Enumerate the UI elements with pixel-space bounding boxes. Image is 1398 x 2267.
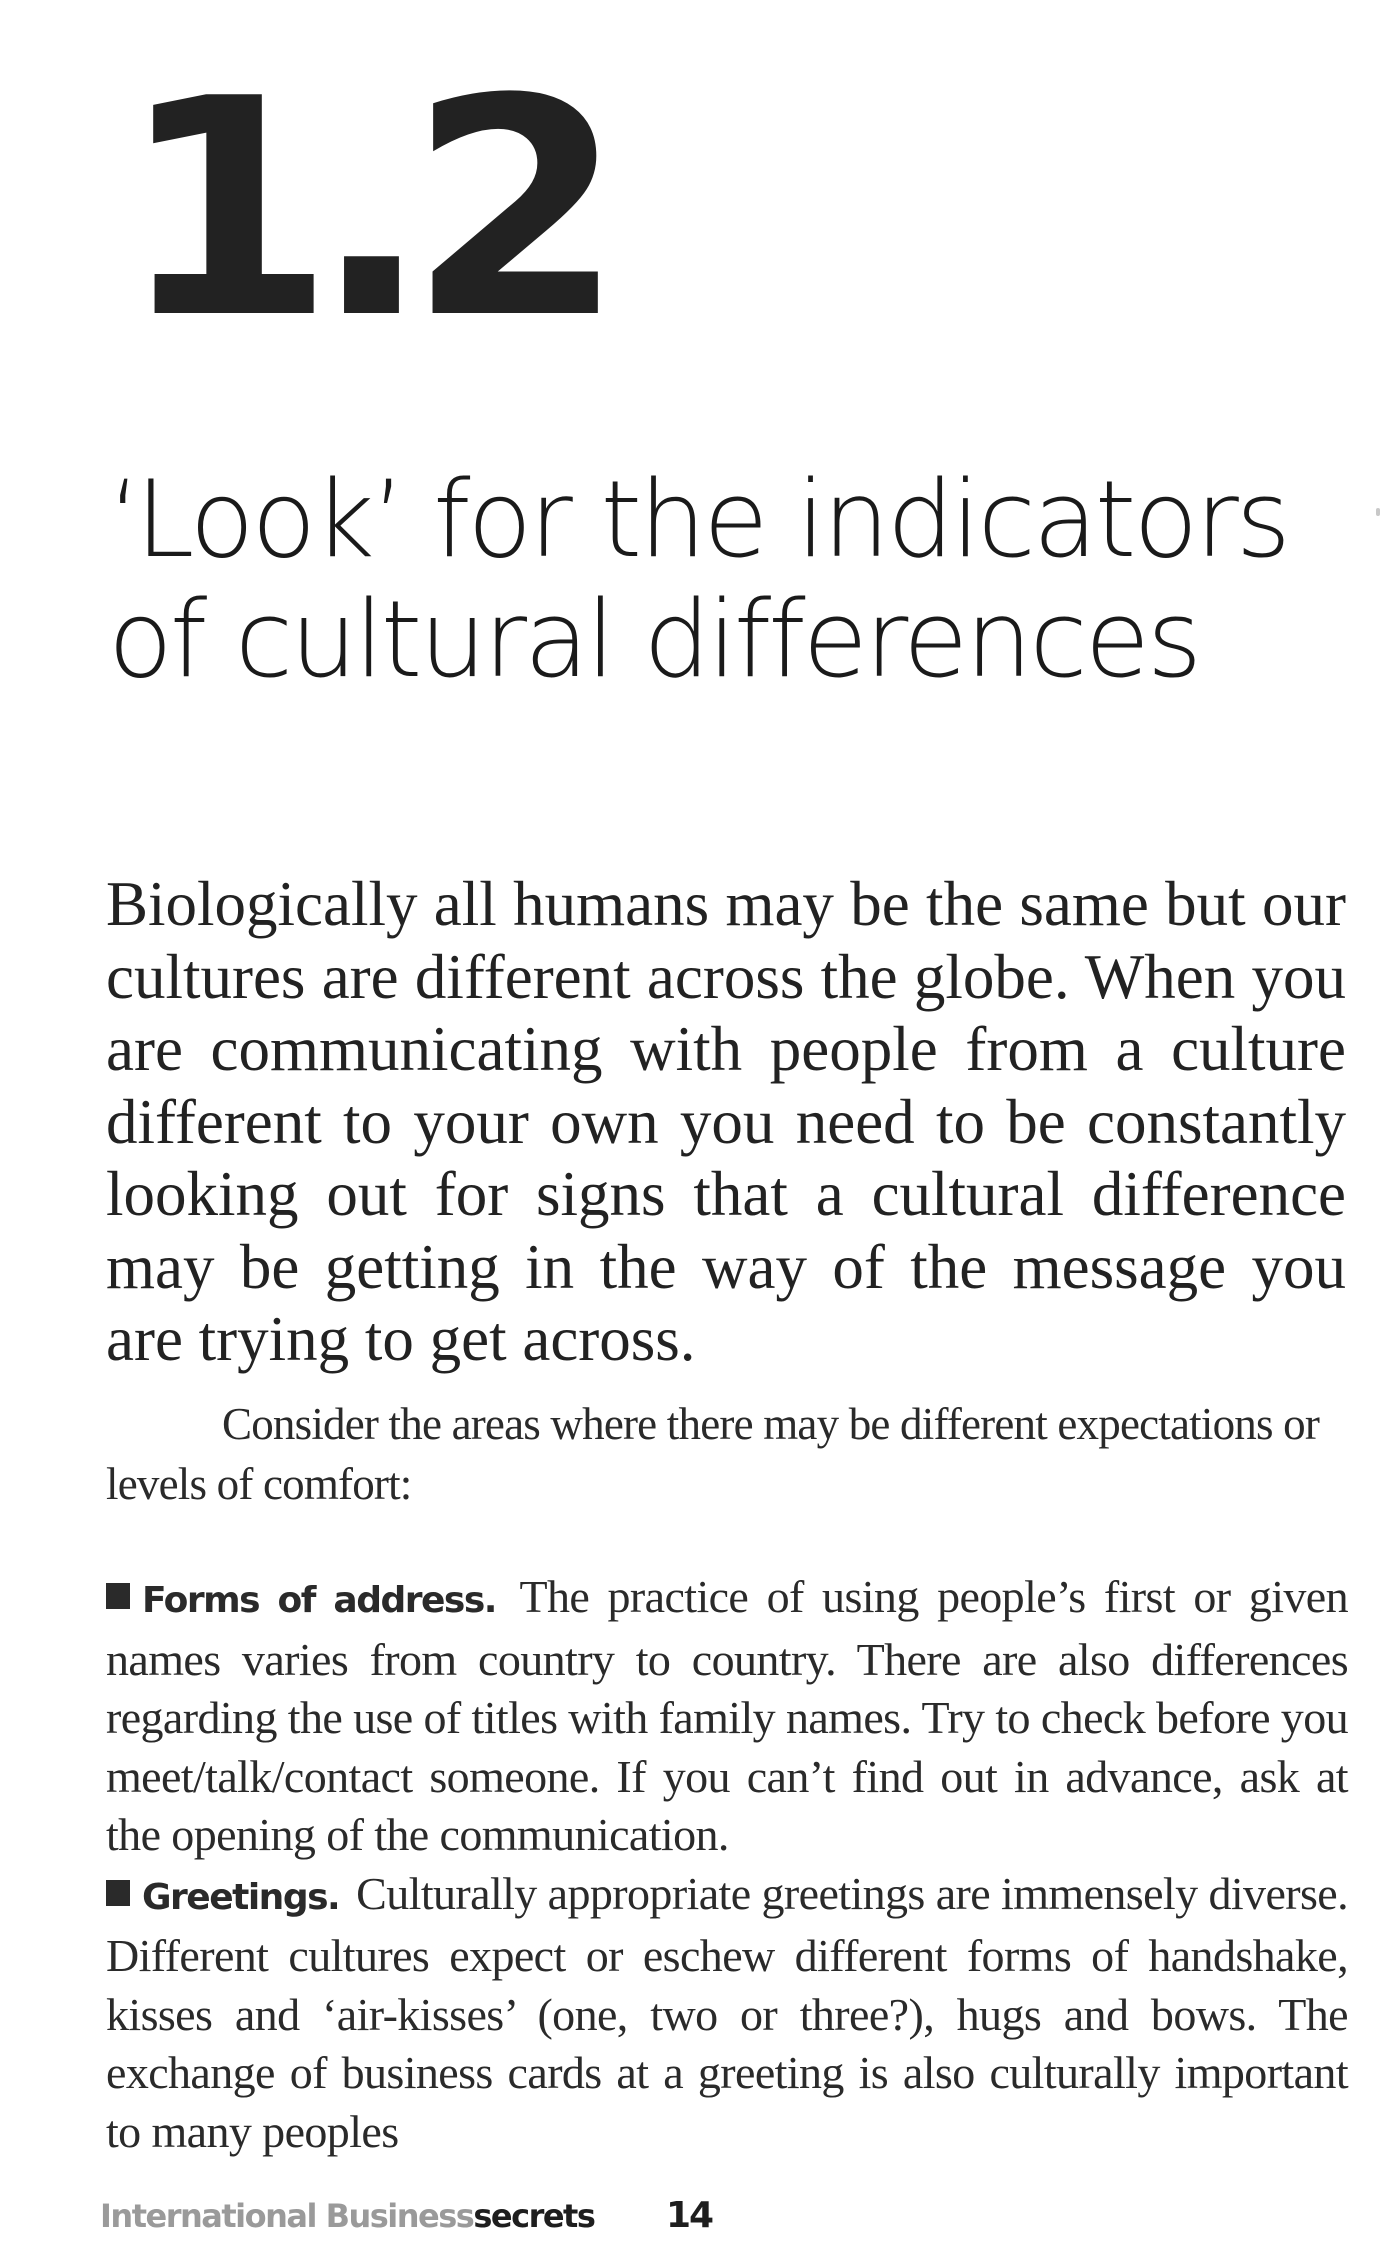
- page-title: ‘Look’ for the indicators of cultural differences: [108, 458, 1289, 701]
- footer-brand-name: International Business: [100, 2197, 474, 2235]
- list-item: [106, 1865, 1348, 2162]
- square-bullet-icon: [106, 1880, 130, 1906]
- list-item: [106, 1568, 1348, 1865]
- bullet-list: [106, 1568, 1348, 2161]
- paper-speck: [1376, 508, 1380, 516]
- section-number: 1.2: [118, 35, 603, 384]
- page-number: 14: [666, 2195, 713, 2236]
- bullet-text: Culturally appropriate greetings are immensely diverse. Different cultures expect or eschew different forms of handshake, kisses and ‘air-kisses’ (one, two or three?), hugs and bows. The exchange of business cards at a greeting is also culturally important to many peoples: [106, 1867, 1348, 2157]
- footer-brand-secrets: secrets: [473, 2197, 595, 2235]
- square-bullet-icon: [106, 1583, 130, 1609]
- bullet-heading: Forms of address.: [142, 1580, 496, 1621]
- lead-paragraph: Consider the areas where there may be different expectations or levels of comfort:: [106, 1399, 1320, 1509]
- intro-paragraph: Biologically all humans may be the same but our cultures are different across the globe. When you are communicating with people from a culture different to your own you need to be constantly looking out for signs that a cultural difference may be getting in the way of the message you are trying to get across.: [106, 869, 1346, 1374]
- bullet-text: The practice of using people’s first or given names varies from country to country. There are also differences regarding the use of titles with family names. Try to check before you meet/talk/contact someone. If you can’t find out in advance, ask at the opening of the communication.: [106, 1571, 1348, 1860]
- bullet-heading: Greetings.: [142, 1876, 340, 1918]
- footer-brand: [100, 2196, 594, 2236]
